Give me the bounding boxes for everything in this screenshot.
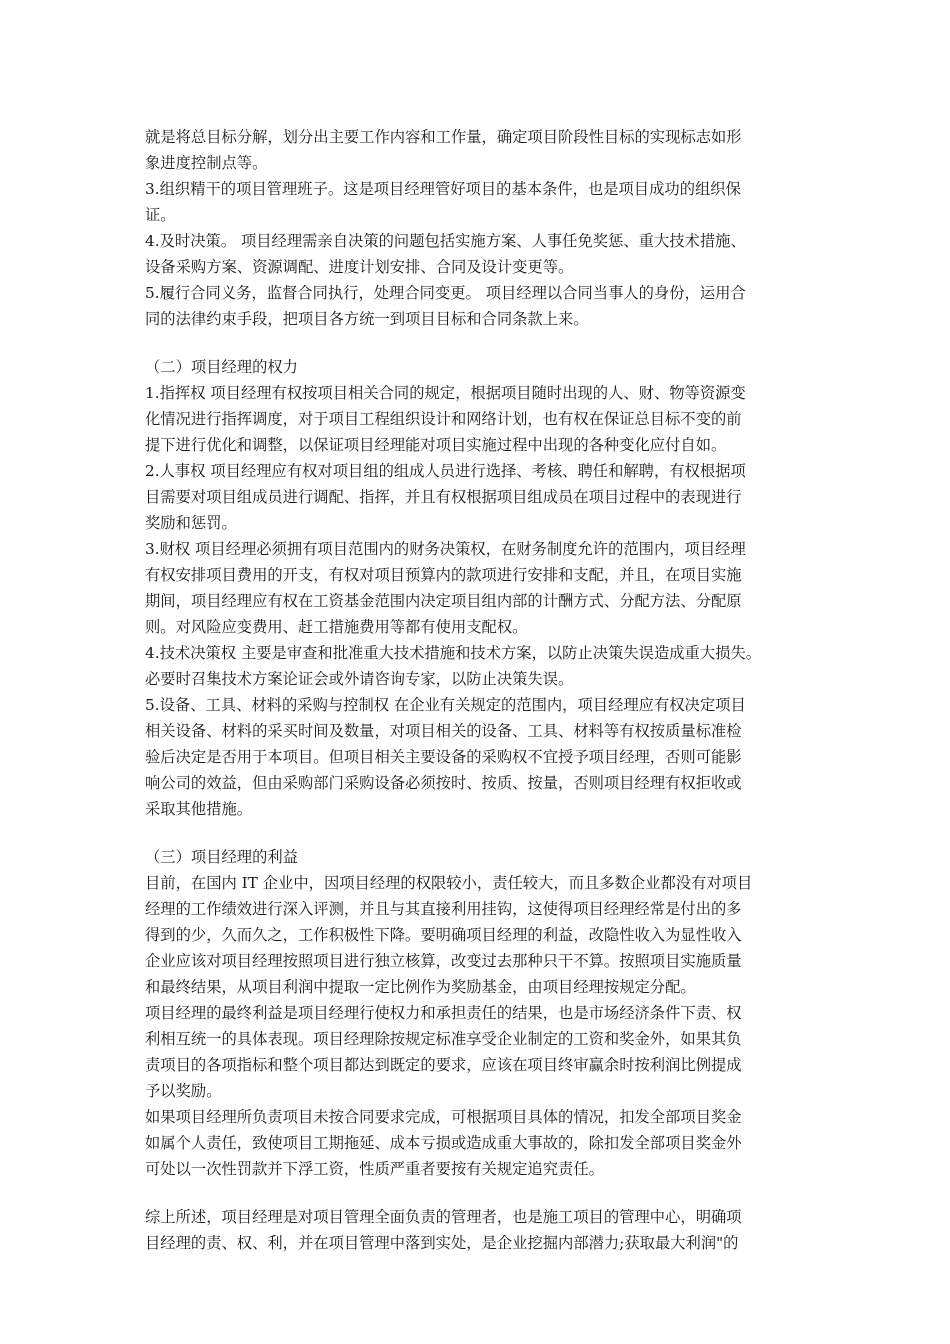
text-line: 采取其他措施。 xyxy=(145,800,253,818)
text-line: 予以奖励。 xyxy=(145,1082,222,1100)
text-line: 4.技术决策权 主要是审查和批准重大技术措施和技术方案，以防止决策失误造成重大损失。 xyxy=(145,644,762,662)
text-line: 验后决定是否用于本项目。但项目相关主要设备的采购权不宜授予项目经理，否则可能影 xyxy=(145,748,742,766)
text-line: 目需要对项目组成员进行调配、指挥，并且有权根据项目组成员在项目过程中的表现进行 xyxy=(145,488,742,506)
paragraph xyxy=(145,844,820,1182)
text-line: 和最终结果，从项目利润中提取一定比例作为奖励基金，由项目经理按规定分配。 xyxy=(145,978,696,996)
paragraph-spacer xyxy=(145,1182,820,1204)
text-line: 责项目的各项指标和整个项目都达到既定的要求，应该在项目终审赢余时按利润比例提成 xyxy=(145,1056,742,1074)
paragraph-spacer xyxy=(145,822,820,844)
text-line: （三）项目经理的利益 xyxy=(145,848,298,866)
text-line: 得到的少，久而久之，工作积极性下降。要明确项目经理的利益，改隐性收入为显性收入 xyxy=(145,926,742,944)
text-line: 1.指挥权 项目经理有权按项目相关合同的规定，根据项目随时出现的人、财、物等资源变 xyxy=(145,384,746,402)
text-line: 同的法律约束手段，把项目各方统一到项目目标和合同条款上来。 xyxy=(145,310,589,328)
text-line: 证。 xyxy=(145,206,176,224)
text-line: 目前，在国内 IT 企业中，因项目经理的权限较小，责任较大，而且多数企业都没有对项目 xyxy=(145,874,753,892)
text-line: 必要时召集技术方案论证会或外请咨询专家，以防止决策失误。 xyxy=(145,670,574,688)
text-line: 目经理的责、权、利，并在项目管理中落到实处，是企业挖掘内部潜力;获取最大利润"的 xyxy=(145,1234,739,1252)
paragraph xyxy=(145,354,820,822)
text-line: 3.组织精干的项目管理班子。这是项目经理管好项目的基本条件，也是项目成功的组织保 xyxy=(145,180,741,198)
text-line: 5.设备、工具、材料的采购与控制权 在企业有关规定的范围内，项目经理应有权决定项目 xyxy=(145,696,746,714)
text-line: 如果项目经理所负责项目未按合同要求完成，可根据项目具体的情况，扣发全部项目奖金 xyxy=(145,1108,742,1126)
text-line: 经理的工作绩效进行深入评测，并且与其直接利用挂钩，这使得项目经理经常是付出的多 xyxy=(145,900,742,918)
text-line: 则。对风险应变费用、赶工措施费用等都有使用支配权。 xyxy=(145,618,528,636)
text-line: 4.及时决策。 项目经理需亲自决策的问题包括实施方案、人事任免奖惩、重大技术措施、 xyxy=(145,232,746,250)
text-line: （二）项目经理的权力 xyxy=(145,358,298,376)
text-line: 企业应该对项目经理按照项目进行独立核算，改变过去那种只干不算。按照项目实施质量 xyxy=(145,952,742,970)
text-line: 如属个人责任，致使项目工期拖延、成本亏损或造成重大事故的，除扣发全部项目奖金外 xyxy=(145,1134,742,1152)
text-line: 综上所述，项目经理是对项目管理全面负责的管理者，也是施工项目的管理中心，明确项 xyxy=(145,1208,742,1226)
text-line: 5.履行合同义务，监督合同执行，处理合同变更。 项目经理以合同当事人的身份，运用合 xyxy=(145,284,746,302)
text-line: 就是将总目标分解，划分出主要工作内容和工作量，确定项目阶段性目标的实现标志如形 xyxy=(145,128,742,146)
paragraph-spacer xyxy=(145,332,820,354)
text-line: 设备采购方案、资源调配、进度计划安排、合同及设计变更等。 xyxy=(145,258,574,276)
text-line: 3.财权 项目经理必须拥有项目范围内的财务决策权，在财务制度允许的范围内，项目经理 xyxy=(145,540,746,558)
text-line: 期间，项目经理应有权在工资基金范围内决定项目组内部的计酬方式、分配方法、分配原 xyxy=(145,592,742,610)
text-line: 2.人事权 项目经理应有权对项目组的组成人员进行选择、考核、聘任和解聘，有权根据项 xyxy=(145,462,746,480)
text-line: 项目经理的最终利益是项目经理行使权力和承担责任的结果，也是市场经济条件下责、权 xyxy=(145,1004,742,1022)
text-line: 象进度控制点等。 xyxy=(145,154,268,172)
text-line: 响公司的效益，但由采购部门采购设备必须按时、按质、按量，否则项目经理有权拒收或 xyxy=(145,774,742,792)
text-line: 利相互统一的具体表现。项目经理除按规定标准享受企业制定的工资和奖金外，如果其负 xyxy=(145,1030,742,1048)
paragraph xyxy=(145,1204,820,1256)
text-line: 可处以一次性罚款并下浮工资，性质严重者要按有关规定追究责任。 xyxy=(145,1160,604,1178)
paragraph xyxy=(145,124,820,332)
text-line: 提下进行优化和调整，以保证项目经理能对项目实施过程中出现的各种变化应付自如。 xyxy=(145,436,727,454)
text-line: 相关设备、材料的采买时间及数量，对项目相关的设备、工具、材料等有权按质量标准检 xyxy=(145,722,742,740)
text-line: 化情况进行指挥调度，对于项目工程组织设计和网络计划，也有权在保证总目标不变的前 xyxy=(145,410,742,428)
document-page xyxy=(145,124,820,1256)
text-line: 有权安排项目费用的开支，有权对项目预算内的款项进行安排和支配，并且，在项目实施 xyxy=(145,566,742,584)
text-line: 奖励和惩罚。 xyxy=(145,514,237,532)
